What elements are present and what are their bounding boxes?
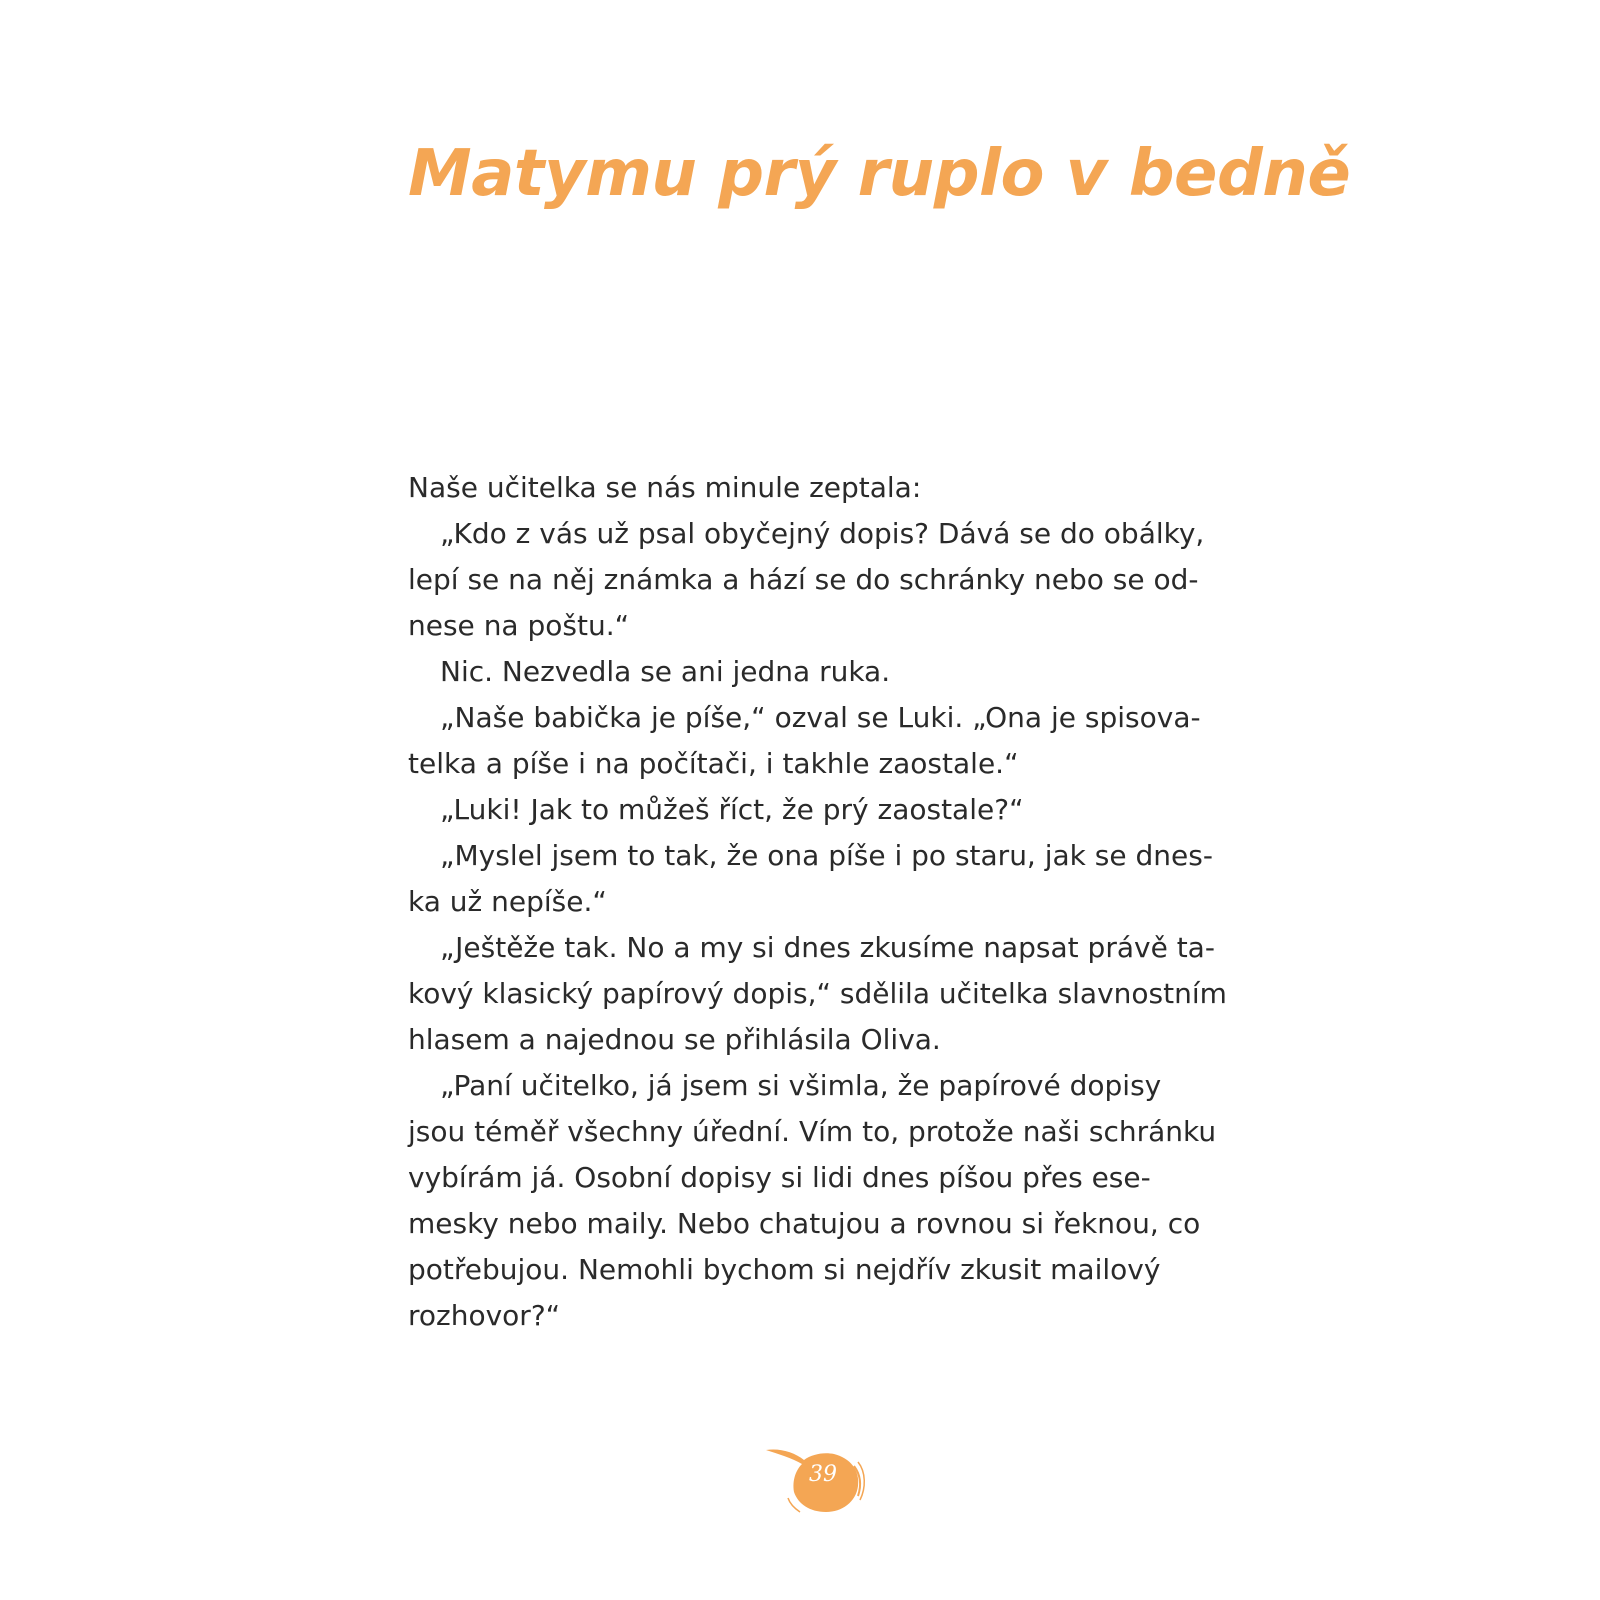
text-line: „Myslel jsem to tak, že ona píše i po staru, jak se dnes- <box>440 839 1213 872</box>
text-line: „Luki! Jak to můžeš říct, že prý zaostale?“ <box>440 793 1024 826</box>
text-line: potřebujou. Nemohli bychom si nejdřív zkusit mailový <box>408 1253 1161 1286</box>
text-line: mesky nebo maily. Nebo chatujou a rovnou si řeknou, co <box>408 1207 1201 1240</box>
text-line: „Kdo z vás už psal obyčejný dopis? Dává se do obálky, <box>440 517 1205 550</box>
text-line: „Naše babička je píše,“ ozval se Luki. „Ona je spisova- <box>440 701 1201 734</box>
text-line: rozhovor?“ <box>408 1299 561 1332</box>
page-number-badge <box>760 1440 870 1520</box>
text-line: jsou téměř všechny úřední. Vím to, protože naši schránku <box>408 1115 1217 1148</box>
text-line: Nic. Nezvedla se ani jedna ruka. <box>440 655 891 688</box>
text-line: nese na poštu.“ <box>408 609 630 642</box>
text-line: lepí se na něj známka a hází se do schránky nebo se od- <box>408 563 1199 596</box>
text-line: hlasem a najednou se přihlásila Oliva. <box>408 1023 941 1056</box>
text-line: „Paní učitelko, já jsem si všimla, že papírové dopisy <box>440 1069 1162 1102</box>
text-line: kový klasický papírový dopis,“ sdělila učitelka slavnostním <box>408 977 1227 1010</box>
text-line: „Ještěže tak. No a my si dnes zkusíme napsat právě ta- <box>440 931 1215 964</box>
text-line: vybírám já. Osobní dopisy si lidi dnes píšou přes ese- <box>408 1161 1151 1194</box>
body-text <box>408 465 1238 1339</box>
page-number: 39 <box>809 1462 837 1487</box>
text-line: Naše učitelka se nás minule zeptala: <box>408 471 922 504</box>
chapter-title: Matymu prý ruplo v bedně <box>408 137 1351 211</box>
text-line: telka a píše i na počítači, i takhle zaostale.“ <box>408 747 1019 780</box>
text-line: ka už nepíše.“ <box>408 885 607 918</box>
